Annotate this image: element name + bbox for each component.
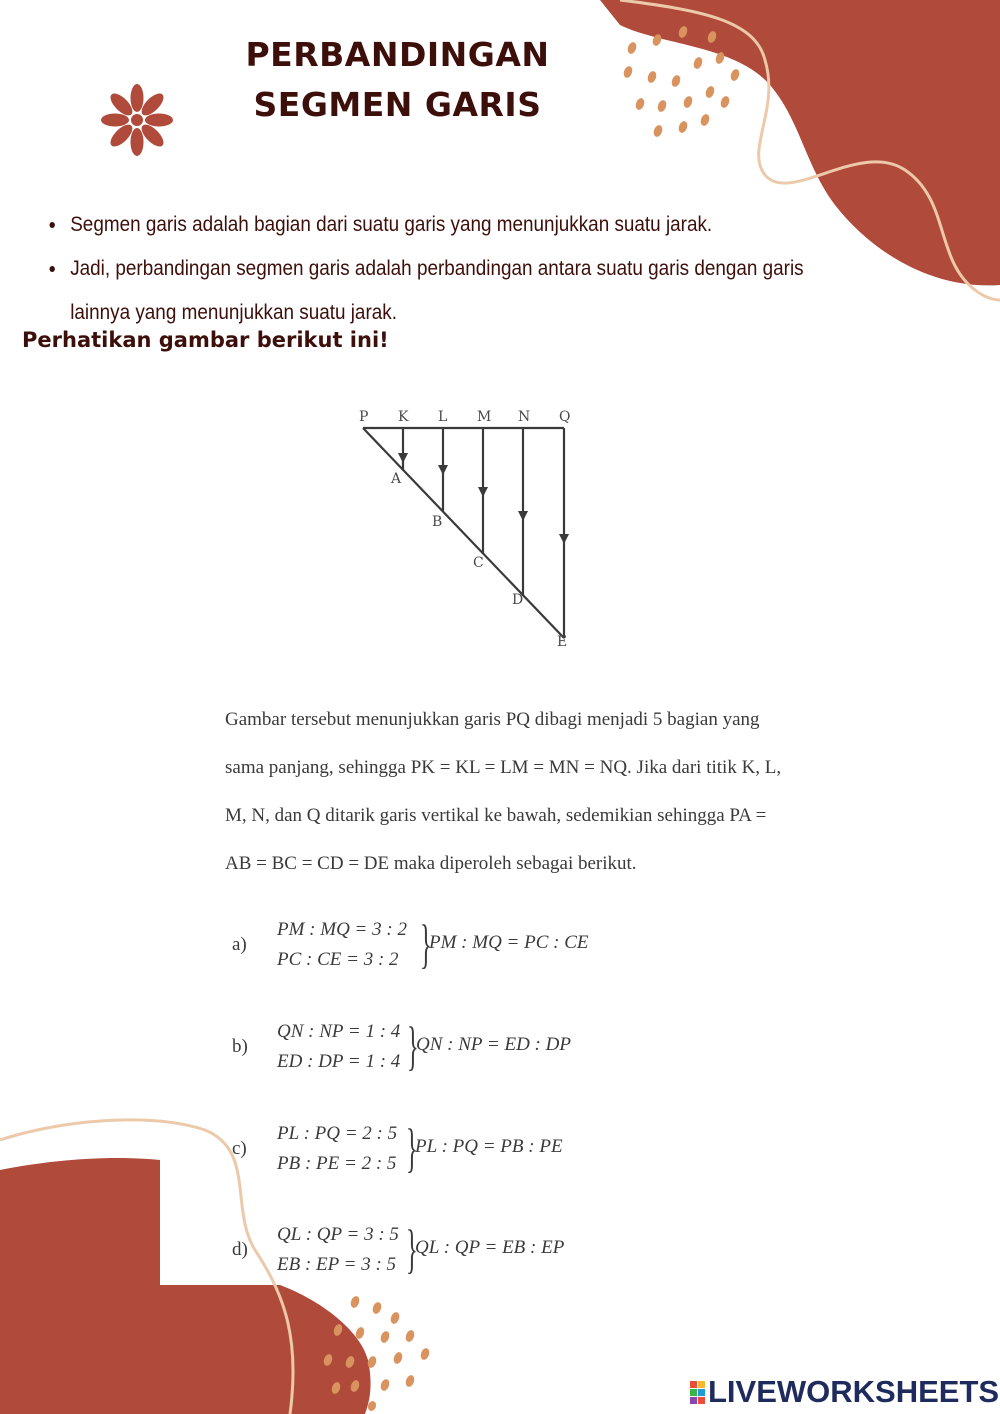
- paragraph-line: M, N, dan Q ditarik garis vertikal ke bawah, sedemikian sehingga PA =: [225, 805, 767, 826]
- liveworksheets-logo[interactable]: [690, 1372, 999, 1412]
- label-l: L: [438, 409, 448, 425]
- label-n: N: [518, 409, 531, 425]
- item-equations: [277, 915, 407, 975]
- explanation-paragraph: [225, 700, 865, 892]
- arrow-l: [438, 465, 448, 475]
- item-eq-2: PC : CE = 3 : 2: [277, 949, 399, 970]
- item-eq-2: ED : DP = 1 : 4: [277, 1051, 401, 1072]
- brace-icon: }: [420, 914, 432, 974]
- label-k: K: [398, 409, 409, 425]
- paragraph-line: sama panjang, sehingga PK = KL = LM = MN = NQ. Jika dari titik K, L,: [225, 757, 782, 778]
- page-title-line-1: PERBANDINGAN: [245, 35, 550, 74]
- line-pe: [363, 428, 564, 638]
- label-b: B: [432, 514, 443, 530]
- item-conclusion: PM : MQ = PC : CE: [429, 932, 589, 953]
- label-d: D: [512, 592, 524, 608]
- flower-decoration: [101, 84, 173, 156]
- label-q: Q: [559, 409, 571, 425]
- item-eq-1: QL : QP = 3 : 5: [277, 1224, 399, 1245]
- logo-text: LIVEWORKSHEETS: [708, 1374, 1000, 1409]
- bottom-left-blob: [0, 1158, 371, 1414]
- arrow-q: [559, 534, 569, 544]
- logo-grid-icon: [690, 1381, 705, 1404]
- item-eq-1: PM : MQ = 3 : 2: [277, 919, 407, 940]
- item-label: c): [232, 1138, 247, 1159]
- page-title: [200, 30, 595, 130]
- item-conclusion: PL : PQ = PB : PE: [415, 1136, 563, 1157]
- label-e: E: [557, 634, 568, 650]
- definition-item: • Segmen garis adalah bagian dari suatu garis yang menunjukkan suatu jarak.: [67, 203, 828, 247]
- definition-item: • Jadi, perbandingan segmen garis adalah perbandingan antara suatu garis dengan garis lainnya yang menunjukkan suatu jarak.: [67, 247, 828, 335]
- item-eq-1: PL : PQ = 2 : 5: [277, 1123, 398, 1144]
- label-m: M: [477, 409, 492, 425]
- item-label: a): [232, 934, 247, 955]
- label-p: P: [359, 409, 369, 425]
- item-label: d): [232, 1239, 248, 1260]
- item-equations: [277, 1119, 397, 1179]
- page-title-line-2: SEGMEN GARIS: [253, 85, 542, 124]
- brace-icon: }: [406, 1219, 418, 1279]
- brace-icon: }: [406, 1118, 418, 1178]
- item-conclusion: QL : QP = EB : EP: [415, 1237, 565, 1258]
- instruction-text: Perhatikan gambar berikut ini!: [22, 328, 389, 352]
- item-eq-2: EB : EP = 3 : 5: [277, 1254, 397, 1275]
- item-label: b): [232, 1036, 248, 1057]
- label-c: C: [473, 555, 484, 571]
- arrow-m: [478, 487, 488, 497]
- item-equations: [277, 1017, 400, 1077]
- definition-list: [45, 203, 827, 335]
- label-a: A: [391, 471, 402, 487]
- item-equations: [277, 1220, 399, 1280]
- segment-figure: [340, 395, 600, 660]
- item-eq-2: PB : PE = 2 : 5: [277, 1153, 397, 1174]
- arrow-k: [398, 453, 408, 463]
- item-conclusion: QN : NP = ED : DP: [416, 1034, 571, 1055]
- arrow-n: [518, 511, 528, 521]
- paragraph-line: Gambar tersebut menunjukkan garis PQ dibagi menjadi 5 bagian yang: [225, 709, 760, 730]
- item-eq-1: QN : NP = 1 : 4: [277, 1021, 401, 1042]
- paragraph-line: AB = BC = CD = DE maka diperoleh sebagai berikut.: [225, 853, 637, 874]
- brace-icon: }: [407, 1016, 419, 1076]
